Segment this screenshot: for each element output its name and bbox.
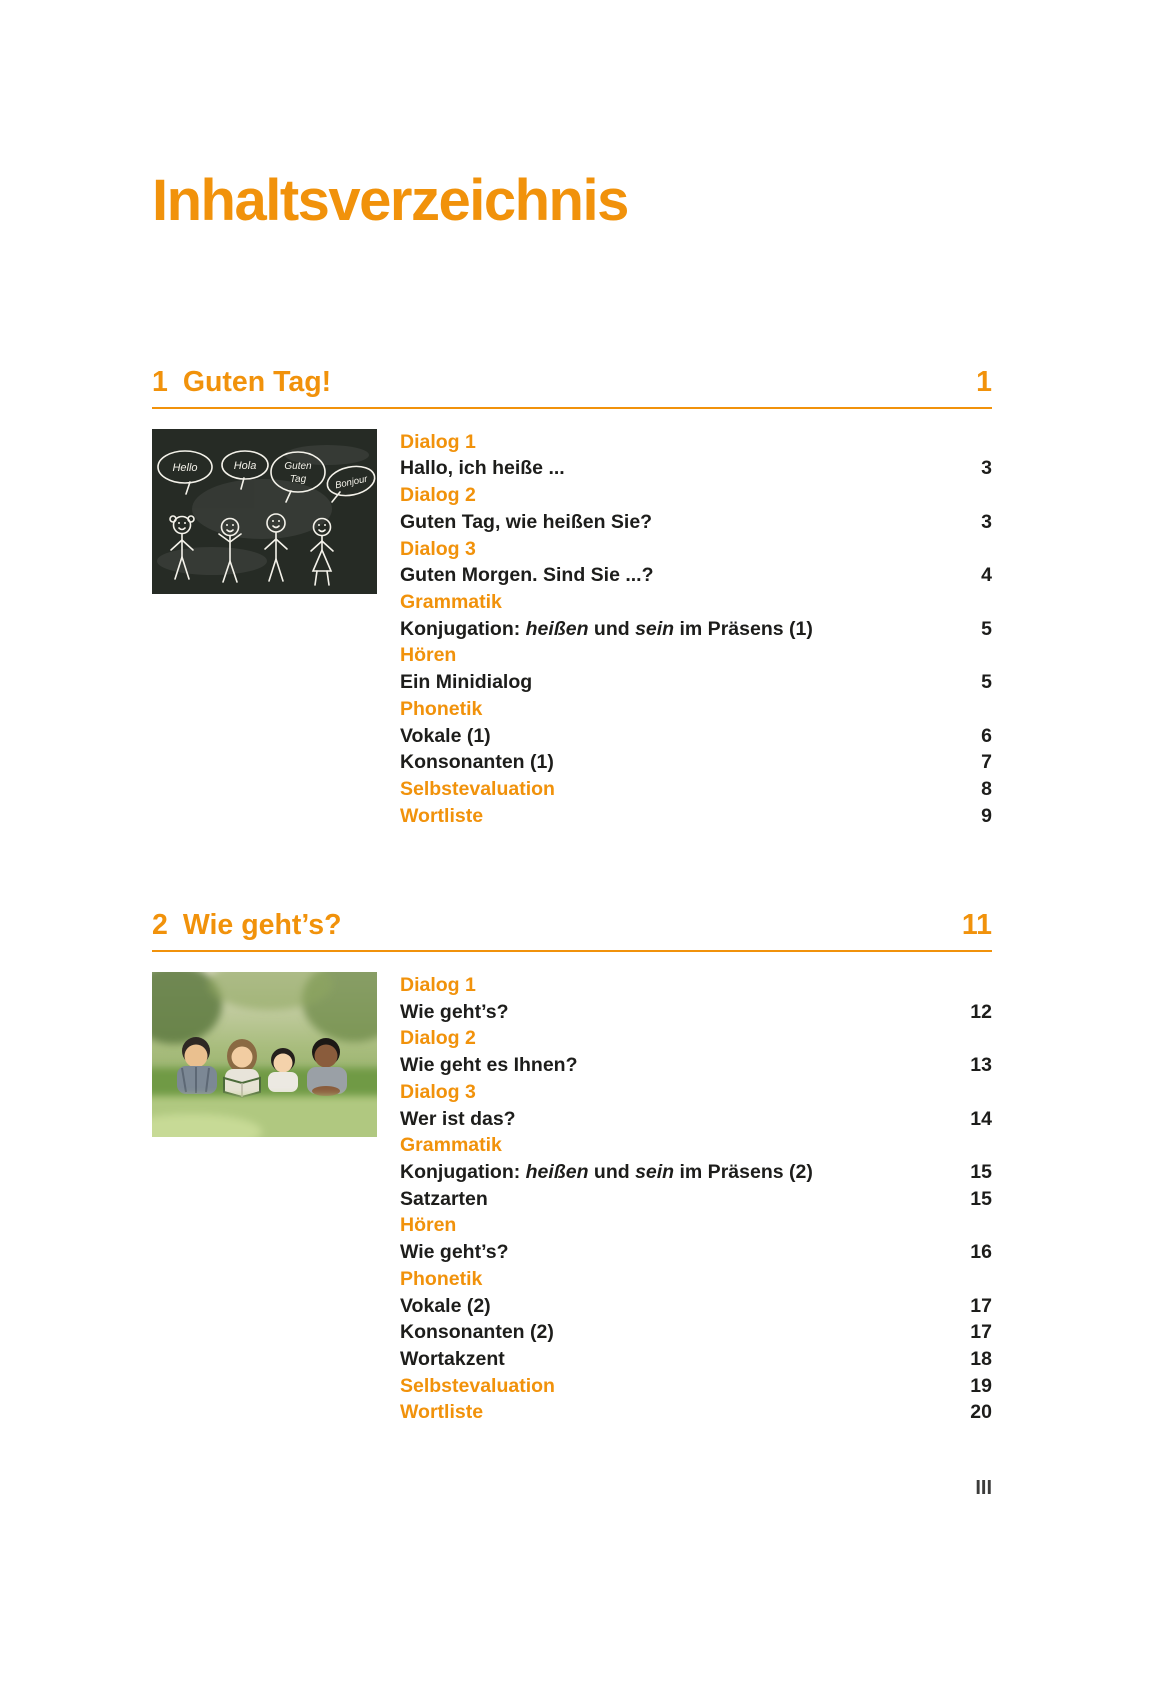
entry-label: Dialog 1 xyxy=(400,974,476,997)
toc-category-row xyxy=(400,1266,992,1293)
entry-page-number: 15 xyxy=(970,1187,992,1210)
entry-label: Wortliste xyxy=(400,1401,484,1424)
toc-item-row xyxy=(400,1293,992,1320)
entry-page-number: 18 xyxy=(970,1347,992,1370)
bubble-word: Bonjour xyxy=(334,473,369,492)
entry-label: Dialog 2 xyxy=(400,484,476,507)
bubble-word: Hello xyxy=(172,461,198,474)
section-image xyxy=(152,972,377,1137)
children-reading-park-photo xyxy=(152,972,377,1137)
toc-item-row xyxy=(400,455,992,482)
section-body xyxy=(152,429,992,830)
entry-label: Selbstevaluation xyxy=(400,1374,555,1397)
toc-category-row xyxy=(400,1079,992,1106)
toc-item-row xyxy=(400,1319,992,1346)
toc-item-row xyxy=(400,616,992,643)
bubble-word: Guten xyxy=(284,460,312,472)
entry-label: Wie geht es Ihnen? xyxy=(400,1054,578,1077)
entry-label: Guten Tag, wie heißen Sie? xyxy=(400,510,653,533)
entry-label: Wie geht’s? xyxy=(400,1241,509,1264)
entry-label: Konsonanten (2) xyxy=(400,1321,554,1344)
entry-page-number: 5 xyxy=(981,671,992,694)
toc-category-row xyxy=(400,1132,992,1159)
entry-label: Konsonanten (1) xyxy=(400,751,554,774)
toc-item-row xyxy=(400,1346,992,1373)
toc-category-row xyxy=(400,803,992,830)
toc-item-row xyxy=(400,1159,992,1186)
section-image xyxy=(152,429,377,594)
entry-label: Guten Morgen. Sind Sie ...? xyxy=(400,564,654,587)
entry-label: Hören xyxy=(400,644,457,667)
toc-category-row xyxy=(400,589,992,616)
entry-page-number: 5 xyxy=(981,617,992,640)
toc-item-row xyxy=(400,1186,992,1213)
entry-label: Ein Minidialog xyxy=(400,671,533,694)
entry-label: Konjugation: heißen und sein im Präsens (1) xyxy=(400,617,813,640)
entry-page-number: 12 xyxy=(970,1000,992,1023)
toc-item-row xyxy=(400,562,992,589)
entry-page-number: 4 xyxy=(981,564,992,587)
toc-item-row xyxy=(400,999,992,1026)
toc-item-row xyxy=(400,509,992,536)
entry-label: Satzarten xyxy=(400,1187,488,1210)
entry-page-number: 17 xyxy=(970,1321,992,1344)
entry-list xyxy=(400,972,992,1426)
entry-page-number: 3 xyxy=(981,510,992,533)
page-title: Inhaltsverzeichnis xyxy=(152,168,628,233)
toc-item-row xyxy=(400,1106,992,1133)
section-number: 1 xyxy=(152,366,168,398)
entry-label: Dialog 3 xyxy=(400,537,476,560)
toc-category-row xyxy=(400,536,992,563)
entry-page-number: 15 xyxy=(970,1161,992,1183)
entry-page-number: 6 xyxy=(981,724,992,747)
entry-label: Dialog 1 xyxy=(400,430,476,453)
toc-item-row xyxy=(400,1052,992,1079)
entry-page-number: 17 xyxy=(970,1294,992,1317)
toc-category-row xyxy=(400,1025,992,1052)
entry-list xyxy=(400,429,992,830)
toc-section xyxy=(152,909,992,1426)
entry-page-number: 8 xyxy=(981,777,992,800)
section-heading xyxy=(152,909,992,952)
entry-label: Phonetik xyxy=(400,1267,483,1290)
entry-label: Vokale (1) xyxy=(400,724,491,747)
entry-label: Wortakzent xyxy=(400,1347,505,1370)
entry-label: Phonetik xyxy=(400,697,483,720)
toc-category-row xyxy=(400,1212,992,1239)
entry-page-number: 20 xyxy=(970,1401,992,1424)
entry-label: Wie geht’s? xyxy=(400,1000,509,1023)
toc-section xyxy=(152,366,992,829)
toc-category-row xyxy=(400,642,992,669)
toc-category-row xyxy=(400,972,992,999)
entry-page-number: 19 xyxy=(970,1374,992,1397)
toc-item-row xyxy=(400,1239,992,1266)
entry-page-number: 16 xyxy=(970,1241,992,1264)
toc-item-row xyxy=(400,723,992,750)
toc-category-row xyxy=(400,1373,992,1400)
entry-page-number: 9 xyxy=(981,804,992,827)
toc-category-row xyxy=(400,482,992,509)
entry-label: Grammatik xyxy=(400,590,502,613)
section-body xyxy=(152,972,992,1426)
entry-page-number: 7 xyxy=(981,751,992,774)
toc-category-row xyxy=(400,429,992,456)
section-title: Wie geht’s? xyxy=(182,909,342,942)
section-page-number: 1 xyxy=(976,366,992,398)
entry-page-number: 3 xyxy=(981,457,992,480)
toc-category-row xyxy=(400,1399,992,1426)
entry-label: Hallo, ich heiße ... xyxy=(400,457,565,480)
entry-label: Selbstevaluation xyxy=(400,777,555,800)
toc-category-row xyxy=(400,696,992,723)
entry-label: Grammatik xyxy=(400,1134,502,1157)
section-heading-left xyxy=(152,366,331,399)
content-area xyxy=(152,0,992,1426)
entry-label: Wer ist das? xyxy=(400,1107,516,1130)
sections xyxy=(152,366,992,1426)
section-number: 2 xyxy=(152,909,168,942)
section-heading-left xyxy=(152,909,341,942)
entry-label: Dialog 3 xyxy=(400,1080,476,1103)
entry-label: Hören xyxy=(400,1214,457,1237)
toc-category-row xyxy=(400,776,992,803)
folio-page-number: III xyxy=(975,1477,992,1499)
entry-label: Wortliste xyxy=(400,804,484,827)
section-title: Guten Tag! xyxy=(182,366,332,398)
entry-page-number: 13 xyxy=(970,1054,992,1077)
entry-label: Vokale (2) xyxy=(400,1294,491,1317)
section-heading xyxy=(152,366,992,409)
entry-label: Konjugation: heißen und sein im Präsens (2) xyxy=(400,1161,813,1183)
section-page-number: 11 xyxy=(961,909,992,942)
toc-item-row xyxy=(400,749,992,776)
toc-item-row xyxy=(400,669,992,696)
chalkboard-greetings-illustration xyxy=(152,429,377,594)
bubble-word: Tag xyxy=(289,473,307,485)
bubble-word: Hola xyxy=(233,459,257,472)
entry-label: Dialog 2 xyxy=(400,1027,476,1050)
entry-page-number: 14 xyxy=(970,1107,992,1130)
